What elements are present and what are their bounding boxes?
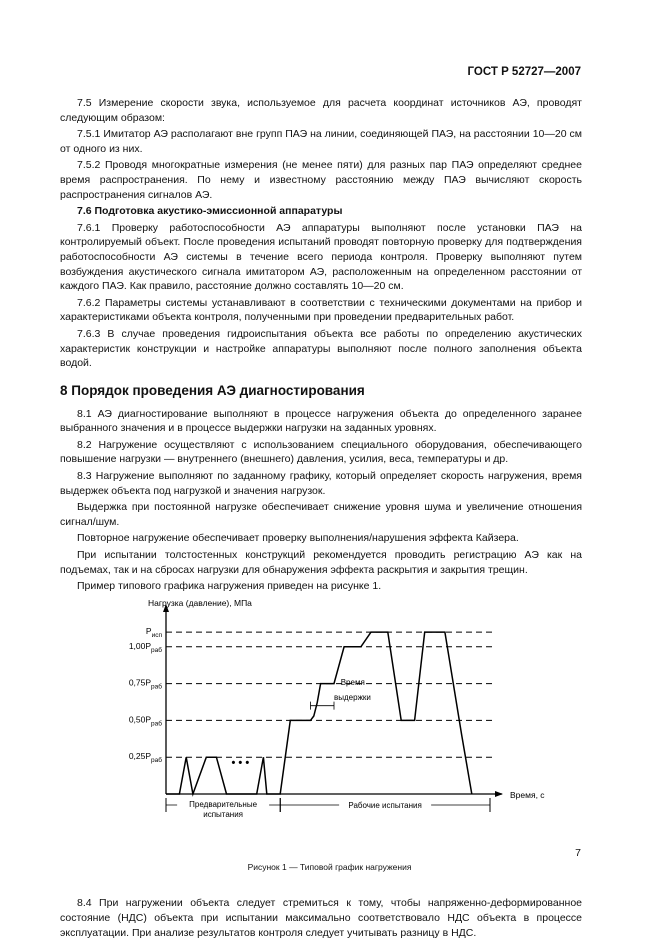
y-tick-label: $1,00P_{раб}$ — [128, 640, 162, 654]
y-tick-label: $P_{исп}$ — [145, 625, 162, 639]
hold-time-label: Время — [340, 677, 365, 687]
y-tick-label: $0,50P_{раб}$ — [128, 714, 162, 728]
paragraph-7-5-1: 7.5.1 Имитатор АЭ располагают вне групп ПАЭ на линии, соединяющей ПАЭ, на расстоянии 10—20 см от одного из них. — [60, 128, 582, 155]
phase-label: Рабочие испытания — [348, 800, 422, 810]
paragraph-7-5: 7.5 Измерение скорости звука, используемое для расчета координат источников АЭ, проводят следующим образом: — [60, 97, 582, 124]
paragraph-8-1: 8.1 АЭ диагностирование выполняют в процессе нагружения объекта до определенного заранее выбранного значения и в процессе выдержки нагрузки на заданных уровнях. — [60, 407, 582, 435]
paragraph-8-3: 8.3 Нагружение выполняют по заданному графику, который определяет скорость нагружения, время выдержек объекта под нагрузкой и значения нагрузок. — [60, 470, 582, 497]
cycles-ellipsis: • • • — [231, 756, 250, 769]
section-8-heading: 8 Порядок проведения АЭ диагностирования — [60, 382, 365, 398]
x-axis-arrow — [495, 791, 503, 797]
load-profile-series — [166, 632, 472, 794]
phase-label: Предварительные — [189, 799, 258, 809]
paragraph-7-6-3: 7.6.3 В случае проведения гидроиспытания объекта все работы по определению акустических характеристик конструкции и настройке аппаратуры выполняют после полного заполнения объекта водой. — [60, 327, 582, 370]
figure-caption: Рисунок 1 — Типовой график нагружения — [247, 861, 412, 872]
loading-chart — [60, 598, 582, 860]
document-header: ГОСТ Р 52727—2007 — [467, 66, 581, 78]
subheading-7-6: 7.6 Подготовка акустико-эмиссионной аппаратуры — [77, 205, 343, 218]
paragraph-figure-ref: Пример типового графика нагружения приведен на рисунке 1. — [77, 580, 382, 593]
y-tick-label: $0,25P_{раб}$ — [128, 751, 162, 765]
paragraph-7-6-2: 7.6.2 Параметры системы устанавливают в соответствии с техническими документами на прибор и характеристиками объекта контроля, полученными при проведении предварительных работ. — [60, 296, 582, 324]
page-body — [60, 96, 582, 942]
page-number: 7 — [575, 847, 581, 859]
paragraph-7-5-2: 7.5.2 Проводя многократные измерения (не менее пяти) для разных пар ПАЭ определяют среднее время распространения. По нему и известному расстоянию между ПАЭ вычисляют скорость распространения сигналов АЭ. — [60, 159, 582, 201]
paragraph-thick-walls: При испытании толстостенных конструкций рекомендуется проводить регистрацию АЭ как на подъемах, так и на сбросах нагрузки для обнаружения эффекта раскрытия и закрытия трещин. — [60, 549, 582, 576]
paragraph-8-4: 8.4 При нагружении объекта следует стремиться к тому, чтобы напряженно-деформированное состояние (НДС) объекта при испытании максимально соответствовало НДС объекта в процессе эксплуатации. При анализе результатов контроля следует учитывать разницу в НДС. — [60, 897, 582, 939]
hold-time-label: выдержки — [334, 692, 371, 702]
paragraph-7-6-1: 7.6.1 Проверку работоспособности АЭ аппаратуры выполняют после установки ПАЭ на контролируемый объект. После проведения испытаний проводят повторную проверку для подтверждения работоспособности АЭ системы в течение всего периода контроля. Проверку выполняют путем возбуждения акустического сигнала имитатором АЭ, расположенным на определенном расстоянии от каждого ПАЭ. Как правило, расстояние должно составлять 10—20 см. — [60, 221, 582, 293]
paragraph-hold: Выдержка при постоянной нагрузке обеспечивает снижение уровня шума и увеличение отношения сигнал/шум. — [60, 501, 582, 528]
x-axis-title: Время, с — [510, 789, 545, 800]
paragraph-8-2: 8.2 Нагружение осуществляют с использованием специального оборудования, обеспечивающего повышение нагрузки — внутреннего (внешнего) давления, усилия, веса, температуры и др. — [60, 438, 582, 466]
y-axis-title: Нагрузка (давление), МПа — [148, 597, 252, 608]
y-tick-label: $0,75P_{раб}$ — [128, 677, 162, 691]
loading-chart-svg — [60, 598, 582, 838]
phase-label: испытания — [203, 809, 244, 819]
paragraph-kaiser: Повторное нагружение обеспечивает проверку выполнения/нарушения эффекта Кайзера. — [77, 532, 519, 545]
